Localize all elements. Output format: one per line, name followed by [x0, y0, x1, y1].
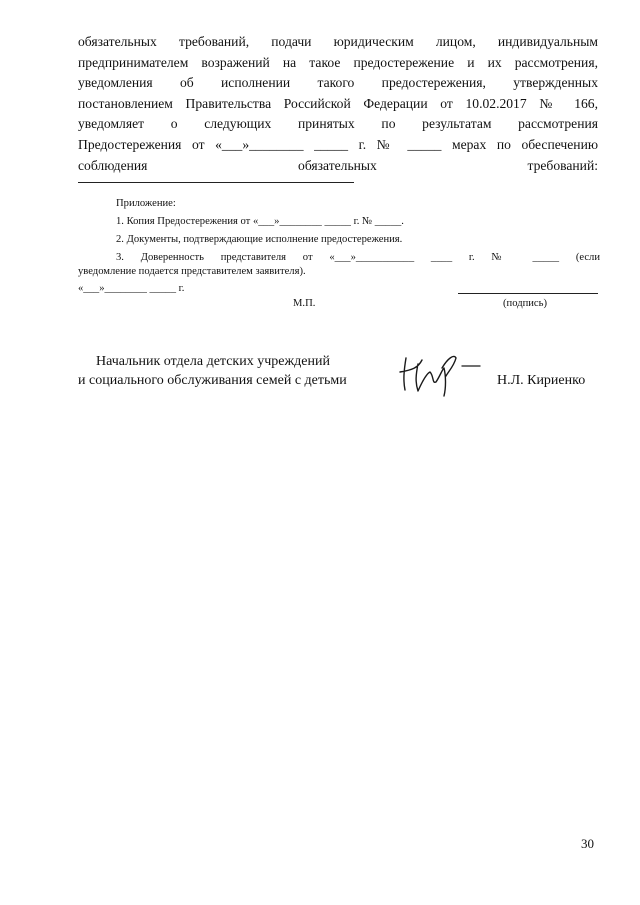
paragraph-line: постановлением Правительства Российской Федерации от 10.02.2017 № 166,	[78, 95, 598, 111]
appendix-item-2: 2. Документы, подтверждающие исполнение предостережения.	[116, 234, 403, 245]
signature-caption: (подпись)	[503, 298, 547, 309]
signatory-title-line-1: Начальник отдела детских учреждений	[96, 354, 330, 369]
appendix-item-3: 3. Доверенность представителя от «___»___________ ____ г. № _____ (если	[116, 252, 600, 263]
page-number: 30	[581, 836, 594, 851]
paragraph-line: уведомляет о следующих принятых по результатам рассмотрения	[78, 116, 598, 132]
appendix-block	[78, 197, 600, 279]
paragraph-line: предпринимателем возражений на такое предостережение и их рассмотрения,	[78, 54, 598, 70]
signature-line	[458, 293, 598, 294]
fill-in-rule	[78, 182, 354, 183]
date-blank: «___»________ _____ г.	[78, 283, 185, 294]
handwritten-signature	[396, 346, 482, 398]
appendix-title: Приложение:	[116, 198, 176, 209]
signatory-name: Н.Л. Кириенко	[497, 373, 586, 388]
paragraph-line: соблюдения обязательных требований:	[78, 157, 598, 173]
appendix-item-3-cont: уведомление подается представителем заявителя).	[78, 266, 306, 277]
stamp-label: М.П.	[293, 298, 316, 309]
paragraph-line: обязательных требований, подачи юридическим лицом, индивидуальным	[78, 34, 598, 49]
appendix-item-1: 1. Копия Предостережения от «___»________ _____ г. № _____.	[116, 216, 404, 227]
paragraph-line: уведомления об исполнении такого предостережения, утвержденных	[78, 75, 598, 91]
main-paragraph	[78, 32, 598, 176]
signatory-title-line-2: и социального обслуживания семей с детьми	[78, 373, 347, 388]
paragraph-line: Предостережения от «___»________ _____ г. № _____ мерах по обеспечению	[78, 136, 598, 152]
